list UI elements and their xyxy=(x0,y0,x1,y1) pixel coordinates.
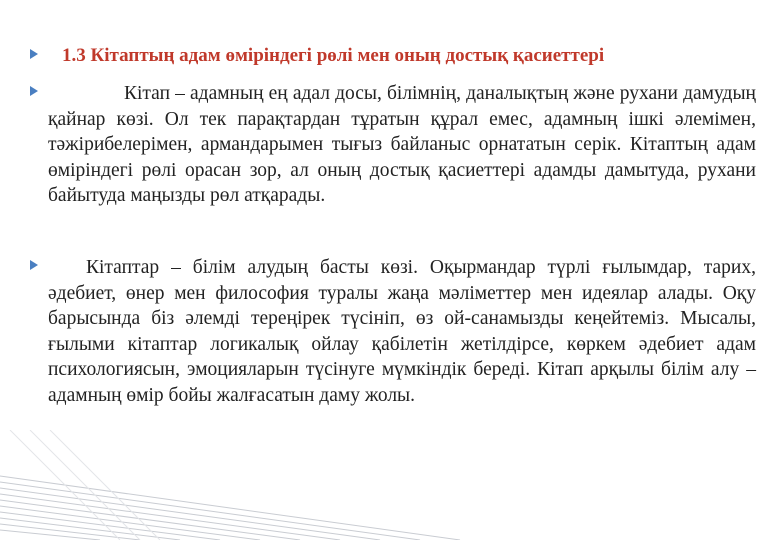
triangle-bullet-icon xyxy=(30,49,38,59)
paragraph-1: Кітап – адамның ең адал досы, білімнің, даналықтың және рухани дамудың қайнар көзі. Ол тек парақтардан тұратын құрал емес, адамның ішкі әлемімен, тәжірибелерімен, армандарымен тығыз байланыс орнататын серік. Кітаптың адам өміріндегі рөлі орасан зор, ал оның достық қасиеттері адамды дамытуда, рухани байытуда маңызды рөл атқарады. xyxy=(48,83,756,206)
slide-heading: 1.3 Кітаптың адам өміріндегі рөлі мен оның достық қасиеттері xyxy=(62,45,605,66)
triangle-bullet-icon xyxy=(30,86,38,96)
heading-row xyxy=(0,44,780,70)
paragraph-row-1 xyxy=(0,82,780,242)
paragraph-row-2 xyxy=(0,256,780,466)
triangle-bullet-icon xyxy=(30,260,38,270)
paragraph-2: Кітаптар – білім алудың басты көзі. Оқырмандар түрлі ғылымдар, тарих, әдебиет, өнер мен философия туралы жаңа мәліметтер мен идеялар алады. Оқу барысында біз әлемді тереңірек түсініп, өз ой-санамызды кеңейтеміз. Мысалы, ғылыми кітаптар логикалық ойлау қабілетін жетілдірсе, көркем әдебиет адам психологиясын, эмоцияларын түсінуге мүмкіндік береді. Кітап арқылы білім алу – адамның өмір бойы жалғасатын даму жолы. xyxy=(48,257,756,406)
